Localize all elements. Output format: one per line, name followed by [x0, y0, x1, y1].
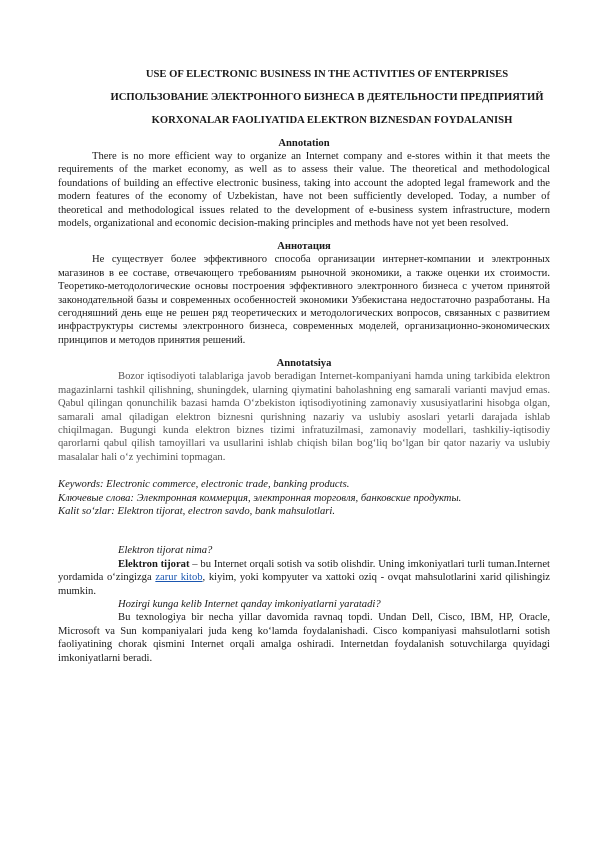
- annotation-english-text: There is no more efficient way to organize an Internet company and e-stores within it that meets the requirements of the market economy, as well as to assess their value. The theoretical and methodological foundations of building an effective electronic business, taking into account the adopted legal framework and the modern features of the economy of Uzbekistan, have not been sufficiently developed. Today, a number of theoretical and methodological issues related to the development of e-business system infrastructure, modern models, organizational and economic decision-making principles and methods have not yet been resolved.: [58, 151, 550, 230]
- annotation-uzbek-text: Bozor iqtisodiyoti talablariga javob beradigan Internet-kompaniyani hamda uning tarkibida elektron magazinlarni tashkil qilishning, shuningdek, ularning qiymatini baholashning eng samarali varianti mavjud emas. Qabul qilingan qonunchilik bazasi hamda O‘zbekiston iqtisodiyotining zamonaviy xususiyatlarini hisobga olgan, samarali amal qiladigan elektron biznesni qurishning nazariy va uslubiy asoslari yetarli darajada ishlab chiqilmagan. Bugungi kunda elektron biznes tizimi infratuzilmasi, zamonaviy modellari, tashkiliy-iqtisodiy qarorlarni qabul qilish tamoyillari va usullarini ishlab chiqish bilan bog‘liq bo‘lgan bir qator nazariy va uslubiy masalalar hali o‘z yechimini topmagan.: [58, 371, 550, 463]
- title-uzbek: KORXONALAR FAOLIYATIDA ELEKTRON BIZNESDAN FOYDALANISH: [151, 115, 513, 126]
- question-what-is-ecommerce: Elektron tijorat nima?: [118, 545, 213, 557]
- annotation-russian-heading: Аннотация: [277, 241, 331, 253]
- paragraph-ecommerce-definition: [58, 558, 550, 598]
- annotation-russian: [58, 240, 550, 347]
- annotation-english: [58, 137, 550, 230]
- paragraph-technology: Bu texnologiya bir necha yillar davomida ravnaq topdi. Undan Dell, Cisco, IBM, HP, Oracle, Microsoft va Sun kompaniyalari juda keng ko‘lamda foydalanishadi. Cisco kompaniyasi mahsulotlarni sotish faoliyatining chorak qismini Internet orqali amalga oshiradi. Internetdan foydalanish sotuvchilarga quyidagi imkoniyatlarni beradi.: [58, 612, 550, 664]
- annotation-russian-text: Не существует более эффективного способа организации интернет-компании и электронных магазинов в ее составе, отвечающего требованиям рыночной экономики, а также оценки их стоимости. Теоретико-методологические основы построения эффективного электронного бизнеса с учетом принятой законодательной базы и современных особенностей экономики Узбекистана недостаточно разработаны. На сегодняшний день еще не решен ряд теоретических и методологических вопросов, связанных с развитием инфраструктуры системы электронного бизнеса, современных моделей, организационно-экономических принципов и методов принятия решений.: [58, 254, 550, 346]
- term-elektron-tijorat: Elektron tijorat: [118, 558, 190, 570]
- definition-text-end: , kiyim, yoki kompyuter va xattoki oziq - ovqat mahsulotlarini xarid qilishingiz mumkin.: [58, 572, 550, 597]
- keywords-russian: Ключевые слова: Электронная коммерция, электронная торговля, банковские продукты.: [58, 492, 462, 504]
- annotation-english-heading: Annotation: [278, 138, 330, 149]
- keywords-english: Keywords: Electronic commerce, electronic trade, banking products.: [58, 479, 350, 491]
- title-russian: ИСПОЛЬЗОВАНИЕ ЭЛЕКТРОННОГО БИЗНЕСА В ДЕЯТЕЛЬНОСТИ ПРЕДПРИЯТИЙ: [110, 92, 544, 103]
- keywords-block: [58, 478, 550, 518]
- annotation-uzbek-heading: Annotatsiya: [276, 358, 332, 370]
- annotation-uzbek: [58, 357, 550, 464]
- book-link[interactable]: zarur kitob: [155, 572, 203, 584]
- question-internet-opportunities: Hozirgi kunga kelib Internet qanday imkoniyatlarni yaratadi?: [118, 598, 381, 610]
- keywords-uzbek: Kalit so‘zlar: Elektron tijorat, electron savdo, bank mahsulotlari.: [58, 505, 335, 517]
- title-english: USE OF ELECTRONIC BUSINESS IN THE ACTIVITIES OF ENTERPRISES: [145, 69, 509, 80]
- main-body: [58, 544, 550, 665]
- definition-text: – bu Internet orqali sotish va sotib olishdir. Uning imkoniyatlari turli tuman.Internet yordamida o‘zingizga: [58, 558, 550, 584]
